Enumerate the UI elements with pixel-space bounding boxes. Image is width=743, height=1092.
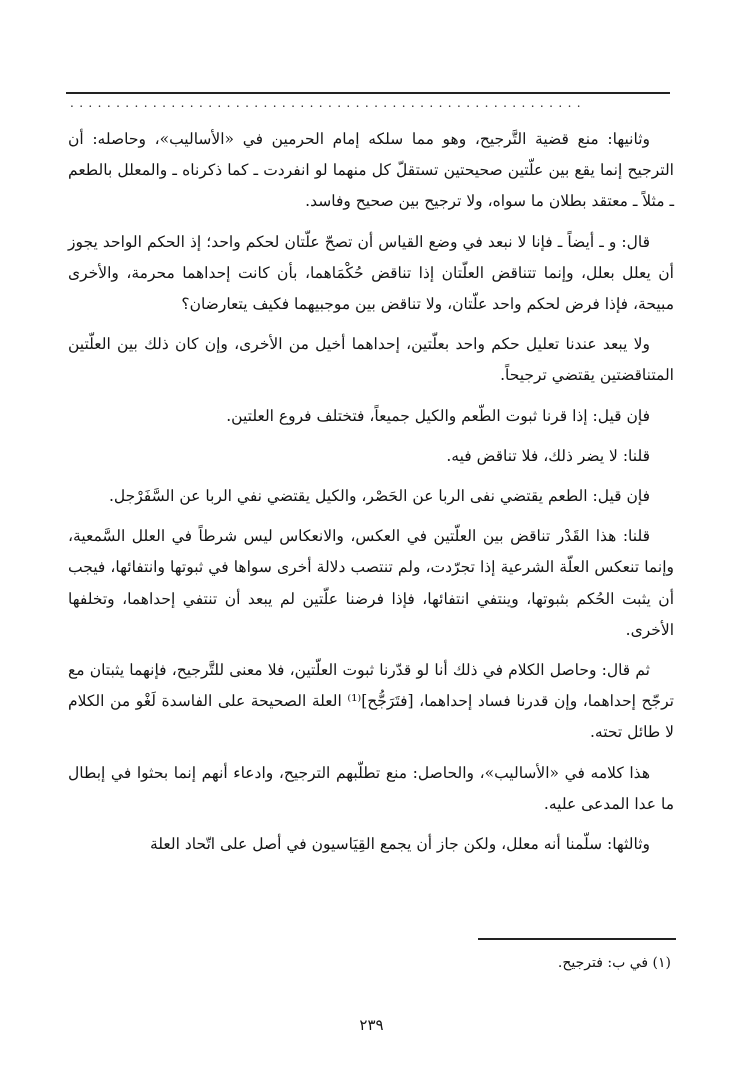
main-text xyxy=(68,124,674,869)
paragraph-4: فإن قيل: إذا قرنا ثبوت الطّعم والكيل جميعاً، فتختلف فروع العلتين. xyxy=(226,406,650,425)
paragraph-2: قال: و ـ أيضاً ـ فإنا لا نبعد في وضع القياس أن تصحّ علّتان لحكم واحد؛ إذ الحكم الواحد يجوز أن يعلل بعلل، وإنما تتناقض العلّتان إذا تناقض حُكْمَاهما، بأن كانت إحداهما محرمة، والأخرى مبيحة، فإذا فرض لحكم واحد علّتان، ولا تناقض بين موجبيهما فكيف يتعارضان؟ xyxy=(68,232,674,314)
paragraph-8: ثم قال: وحاصل الكلام في ذلك أنا لو قدّرنا ثبوت العلّتين، فلا معنى للتَّرجيح، فإنهما يثبتان مع ترجّح إحداهما، وإن قدرنا فساد إحداهما، [فتَرَجُّح]⁽¹⁾ العلة الصحيحة على الفاسدة لَغْو من الكلام لا طائل تحته. xyxy=(68,661,674,742)
footnote-rule xyxy=(478,938,676,940)
footnote: (١) في ب: فترجيح. xyxy=(557,955,671,971)
paragraph-10: وثالثها: سلّمنا أنه معلل، ولكن جاز أن يجمع القِيَاسيون في أصل على اتّحاد العلة xyxy=(149,835,650,854)
paragraph-6: فإن قيل: الطعم يقتضي نفى الربا عن الحَصْر، والكيل يقتضي نفي الربا عن السَّفَرْجل. xyxy=(108,487,650,506)
paragraph-9: هذا كلامه في «الأساليب»، والحاصل: منع تطلّبهم الترجيح، وادعاء أنهم إنما بحثوا في إبطال ما عدا المدعى عليه. xyxy=(68,763,674,813)
paragraph-1: وثانيها: منع قضية التَّرجيح، وهو مما سلكه إمام الحرمين في «الأساليب»، وحاصله: أن الترجيح إنما يقع بين علّتين صحيحتين تستقلّ كل منهما لو انفردت ـ كما ذكرناه ـ والمعلل بالطعم ـ مثلاً ـ معتقد بطلان ما سواه، ولا ترجيح بين صحيح وفاسد. xyxy=(68,130,674,211)
paragraph-7: قلنا: هذا القَدْر تناقض بين العلّتين في العكس، والانعكاس ليس شرطاً في العلل السَّمعية، وإنما تنعكس العلّة الشرعية إذا تجرّدت، ولم تنتصب دلالة أخرى سواها في ثبوتها وانتفائها، فيجب أن يثبت الحُكم بثبوتها، وينتفي انتفائها، فإذا فرضنا علّتين لم يبعد أن تنتفي إحداهما، وتخلفها الأخرى. xyxy=(68,527,674,639)
header-rule xyxy=(66,92,670,94)
paragraph-5: قلنا: لا يضر ذلك، فلا تناقض فيه. xyxy=(446,446,650,465)
paragraph-3: ولا يبعد عندنا تعليل حكم واحد بعلّتين، إحداهما أخيل من الأخرى، وإن كان ذلك بين العلّتين المتناقضتين يقتضي ترجيحاً. xyxy=(68,335,674,385)
header-dots: ........................................................ xyxy=(70,96,587,110)
page-number: ٢٣٩ xyxy=(359,1016,384,1034)
